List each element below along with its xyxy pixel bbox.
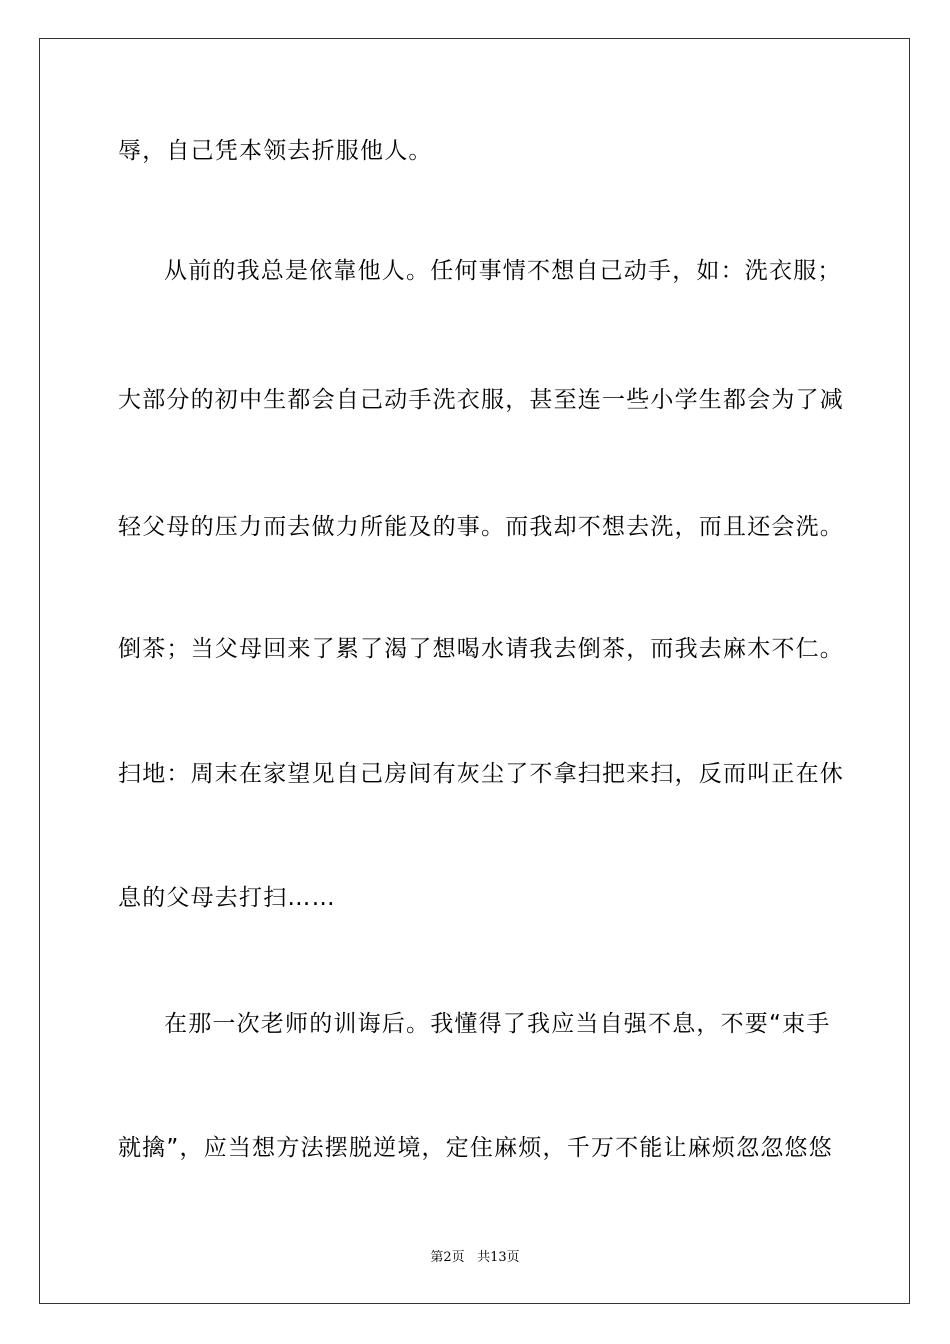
page-total: 共13页 [477, 1250, 520, 1265]
page-number: 第2页 [430, 1250, 465, 1265]
text-line-8: 在那一次老师的训诲后。我懂得了我应当自强不息，不要“束手 [164, 1011, 831, 1037]
text-line-3: 大部分的初中生都会自己动手洗衣服，甚至连一些小学生都会为了减 [118, 387, 844, 413]
page-border [39, 38, 910, 1304]
text-line-7: 息的父母去打扫…… [118, 885, 336, 911]
text-line-4: 轻父母的压力而去做力所能及的事。而我却不想去洗，而且还会洗。 [118, 514, 844, 540]
text-line-1: 辱，自己凭本领去折服他人。 [118, 138, 433, 164]
page-footer [0, 1250, 950, 1266]
text-line-2: 从前的我总是依靠他人。任何事情不想自己动手，如：洗衣服； [164, 258, 842, 284]
text-line-5: 倒茶；当父母回来了累了渴了想喝水请我去倒茶，而我去麻木不仁。 [118, 636, 844, 662]
text-line-6: 扫地：周末在家望见自己房间有灰尘了不拿扫把来扫，反而叫正在休 [118, 761, 844, 787]
text-line-9: 就擒”，应当想方法摆脱逆境，定住麻烦，千万不能让麻烦忽忽悠悠 [118, 1135, 833, 1161]
